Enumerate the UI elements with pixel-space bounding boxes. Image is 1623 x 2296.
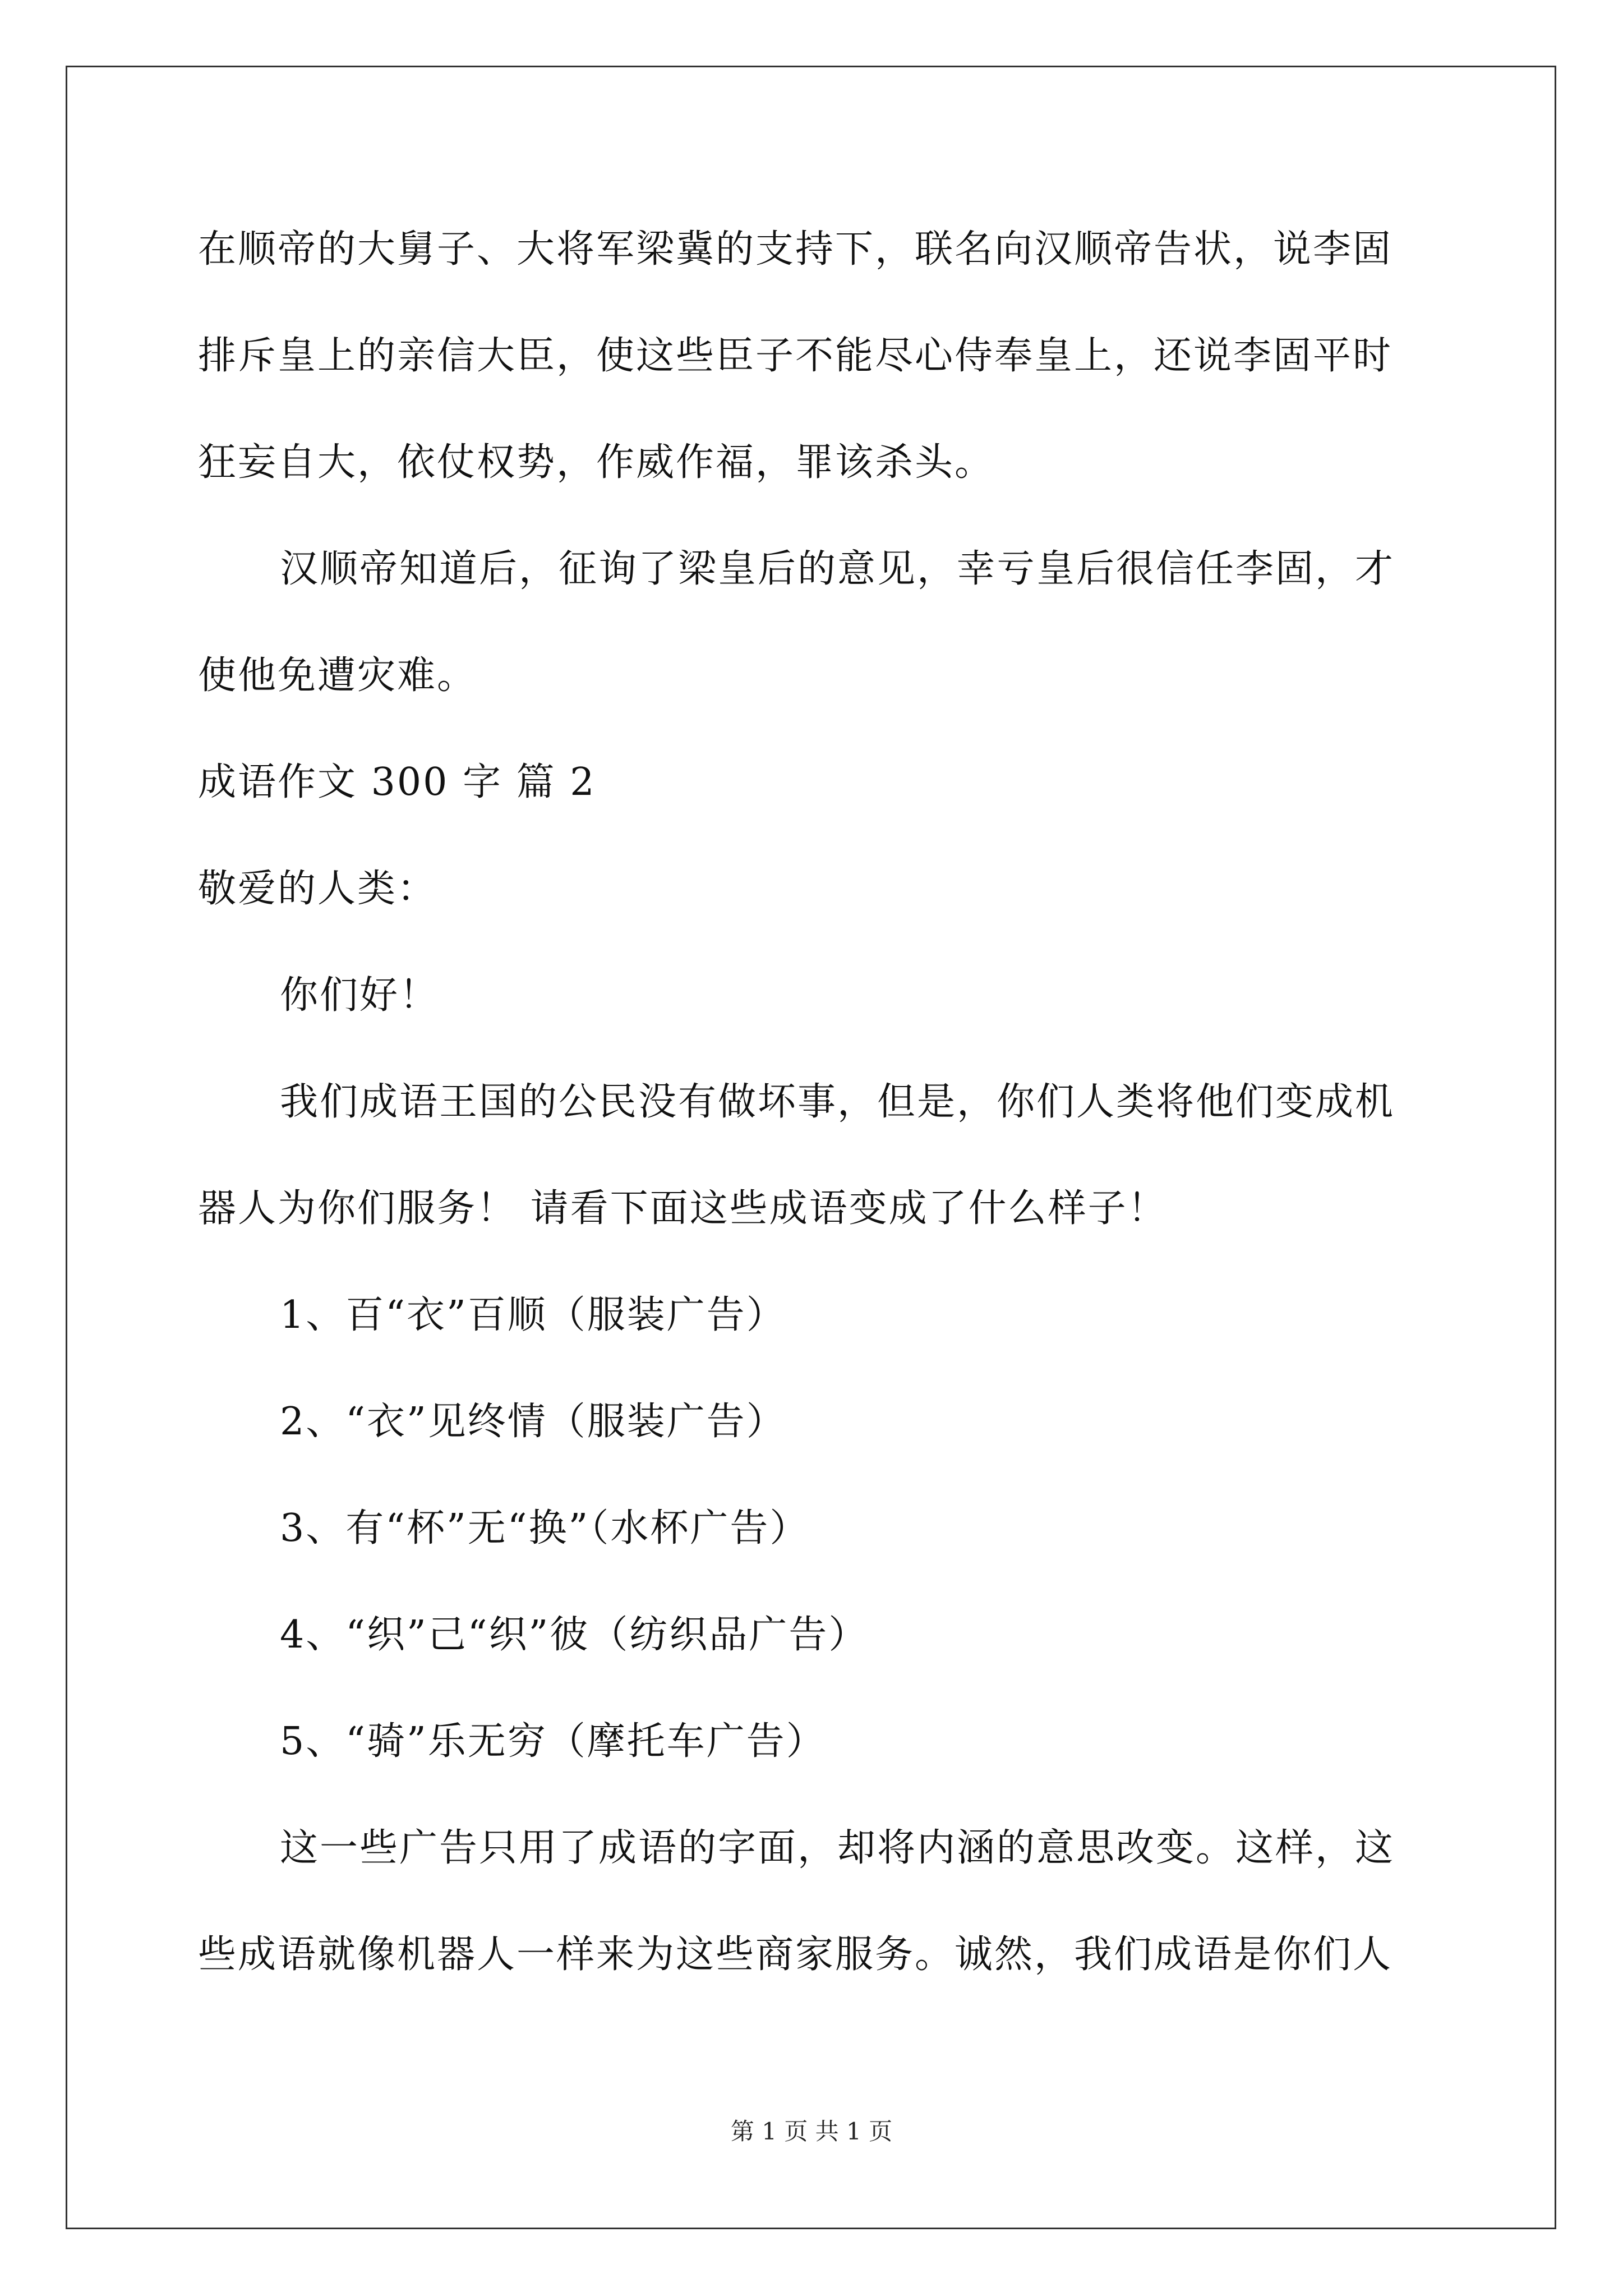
- paragraph-line-7: 器人为你们服务！ 请看下面这些成语变成了什么样子！: [198, 1186, 1168, 1231]
- page-footer: 第 1 页 共 1 页: [730, 2118, 893, 2145]
- list-item-4: 4、“织”己“织”彼（纺织品广告）: [280, 1613, 869, 1657]
- paragraph-line-5: 使他免遭灾难。: [198, 654, 477, 698]
- list-item-1: 1、百“衣”百顺（服装广告）: [280, 1293, 786, 1337]
- paragraph-line-3: 狂妄自大，依仗权势，作威作福，罪该杀头。: [198, 440, 995, 485]
- list-item-3: 3、有“杯”无“换”（水杯广告）: [280, 1506, 810, 1550]
- letter-greeting: 你们好！: [280, 973, 440, 1018]
- paragraph-line-2: 排斥皇上的亲信大臣，使这些臣子不能尽心侍奉皇上，还说李固平时: [198, 334, 1393, 378]
- list-item-2: 2、“衣”见终情（服装广告）: [280, 1400, 786, 1444]
- letter-salutation: 敬爱的人类：: [198, 867, 437, 911]
- paragraph-line-6: 我们成语王国的公民没有做坏事，但是，你们人类将他们变成机: [280, 1080, 1395, 1124]
- section-heading: 成语作文 300 字 篇 2: [198, 760, 596, 804]
- paragraph-line-1: 在顺帝的大舅子、大将军梁冀的支持下，联名向汉顺帝告状，说李固: [198, 227, 1393, 272]
- paragraph-line-4: 汉顺帝知道后，征询了梁皇后的意见，幸亏皇后很信任李固，才: [280, 547, 1395, 591]
- paragraph-line-9: 些成语就像机器人一样来为这些商家服务。诚然，我们成语是你们人: [198, 1932, 1393, 1977]
- list-item-5: 5、“骑”乐无穷（摩托车广告）: [280, 1719, 826, 1764]
- paragraph-line-8: 这一些广告只用了成语的字面，却将内涵的意思改变。这样，这: [280, 1826, 1395, 1870]
- page-border: [66, 66, 1556, 2229]
